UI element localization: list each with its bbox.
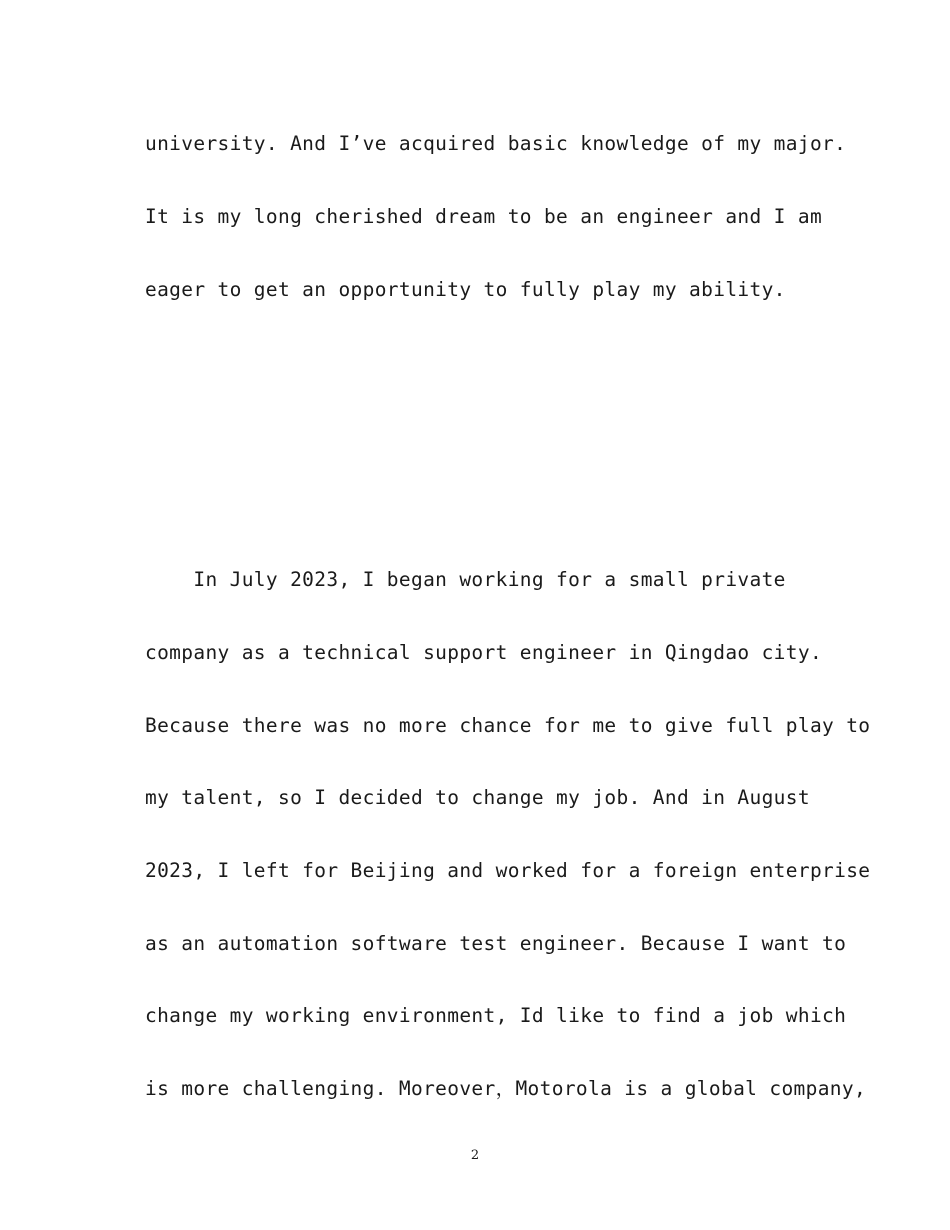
paragraph-1-line-3: eager to get an opportunity to fully play my ability. bbox=[145, 278, 786, 301]
paragraph-1-line-1: university. And I’ve acquired basic knowledge of my major. bbox=[145, 132, 847, 155]
paragraph-2-line-8: is more challenging. Moreover，Motorola is a global company, bbox=[145, 1077, 867, 1100]
paragraph-2-line-4: my talent, so I decided to change my job. And in August bbox=[145, 786, 810, 809]
paragraph-2-line-1: In July 2023, I began working for a small private bbox=[145, 568, 786, 591]
paragraph-2-line-6: as an automation software test engineer. Because I want to bbox=[145, 932, 847, 955]
paragraph-2-line-7: change my working environment, Id like to find a job which bbox=[145, 1004, 847, 1027]
page-number: 2 bbox=[470, 1148, 480, 1163]
paragraph-2-line-2: company as a technical support engineer in Qingdao city. bbox=[145, 641, 823, 664]
paragraph-2-line-5: 2023, I left for Beijing and worked for a foreign enterprise bbox=[145, 859, 871, 882]
paragraph-2-line-3: Because there was no more chance for me to give full play to bbox=[145, 714, 871, 737]
paragraph-1-line-2: It is my long cherished dream to be an engineer and I am bbox=[145, 205, 823, 228]
